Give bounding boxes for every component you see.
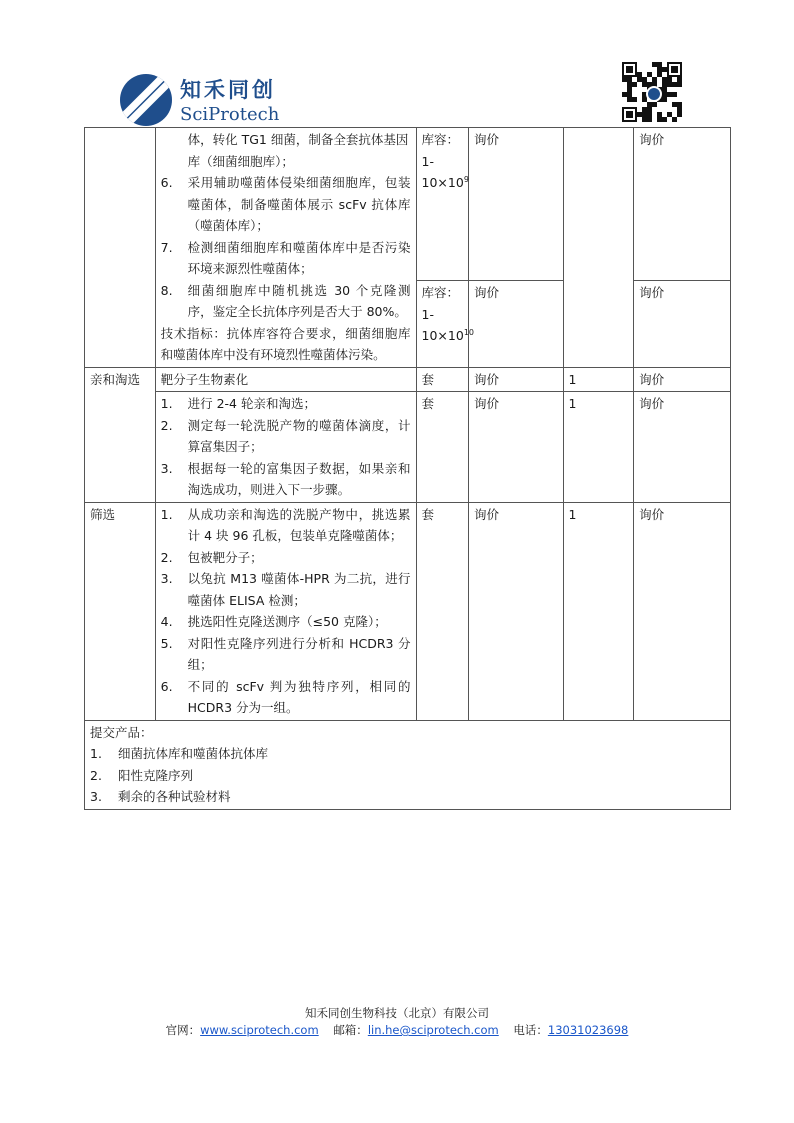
content-cell xyxy=(155,128,416,368)
list-item: 2. 测定每一轮洗脱产物的噬菌体滴度，计算富集因子； xyxy=(160,417,411,454)
table-row xyxy=(85,502,731,720)
list-item: 7. 检测细菌细胞库和噬菌体库中是否污染环境来源烈性噬菌体； xyxy=(160,239,411,276)
price-cell: 询价 xyxy=(468,502,563,720)
list-item: 8. 细菌细胞库中随机挑选 30 个克隆测序，鉴定全长抗体序列是否大于 80%。 xyxy=(160,282,411,319)
email-label: 邮箱： xyxy=(333,1023,368,1037)
unit-cell: 库容：$1-10\times 10^{10}$ xyxy=(416,281,468,368)
total-cell: 询价 xyxy=(634,128,731,281)
price-cell: 询价 xyxy=(468,392,563,503)
company-logo xyxy=(120,70,290,130)
list-item: 6. 采用辅助噬菌体侵染细菌细胞库，包装噬菌体，制备噬菌体展示 scFv 抗体库（噬菌体库）； xyxy=(160,175,411,233)
table-row xyxy=(85,720,731,809)
list-item: 5. 对阳性克隆序列进行分析和 HCDR3 分组； xyxy=(160,635,411,672)
website-label: 官网： xyxy=(165,1023,201,1037)
delivery-list xyxy=(90,743,725,808)
qty-cell: 1 xyxy=(563,367,634,392)
unit-cell: 套 xyxy=(416,392,468,503)
delivery-title: 提交产品： xyxy=(90,724,153,740)
technical-spec: 技术指标：抗体库容符合要求，细菌细胞库和噬菌体库中没有环境烈性噬菌体污染。 xyxy=(160,325,411,362)
list-item: 1. 从成功亲和淘选的洗脱产物中，挑选累计 4 块 96 孔板，包装单克隆噬菌体； xyxy=(160,506,411,543)
table-row xyxy=(85,128,731,281)
continued-step-text: 体，转化 TG1 细菌，制备全套抗体基因库（细菌细胞库）； xyxy=(187,132,409,169)
email-link[interactable]: lin.he@sciprotech.com xyxy=(367,1023,499,1037)
table-row xyxy=(85,392,731,503)
unit-cell: 库容：$1-10\times 10^9$ xyxy=(416,128,468,281)
logo-english-name: SciProtech xyxy=(180,104,280,125)
delivery-cell xyxy=(85,720,731,809)
category-cell: 筛选 xyxy=(85,502,156,720)
logo-chinese-name: 知禾同创 xyxy=(180,78,276,102)
list-item: 1. 细菌抗体库和噬菌体抗体库 xyxy=(90,746,269,761)
content-cell xyxy=(155,392,416,503)
qty-cell xyxy=(563,128,634,368)
list-item: 3. 根据每一轮的富集因子数据，如果亲和淘选成功，则进入下一步骤。 xyxy=(160,460,411,497)
category-cell: 亲和淘选 xyxy=(85,367,156,502)
phone-link[interactable]: 13031023698 xyxy=(547,1023,629,1037)
qty-cell: 1 xyxy=(563,392,634,503)
total-cell: 询价 xyxy=(634,392,731,503)
total-cell: 询价 xyxy=(634,502,731,720)
list-item: 2. 阳性克隆序列 xyxy=(90,767,194,783)
item-cell: 靶分子生物素化 xyxy=(155,367,416,392)
qty-cell: 1 xyxy=(563,502,634,720)
footer-company: 知禾同创生物科技（北京）有限公司 xyxy=(305,1006,489,1020)
price-cell: 询价 xyxy=(468,367,563,392)
list-item: 2. 包被靶分子； xyxy=(160,549,263,565)
logo-emblem-icon xyxy=(120,74,172,126)
unit-cell: 套 xyxy=(416,367,468,392)
unit-cell: 套 xyxy=(416,502,468,720)
list-item: 4. 挑选阳性克隆送测序（≤50 克隆）； xyxy=(160,614,387,629)
list-item: 3. 剩余的各种试验材料 xyxy=(90,789,231,804)
price-cell: 询价 xyxy=(468,128,563,281)
list-item: 3. 以兔抗 M13 噬菌体-HPR 为二抗，进行噬菌体 ELISA 检测； xyxy=(160,571,411,608)
list-item: 1. 进行 2-4 轮亲和淘选； xyxy=(160,396,316,411)
footer-contact xyxy=(0,1022,794,1038)
category-cell xyxy=(85,128,156,368)
step-list xyxy=(161,393,411,501)
step-list xyxy=(161,504,411,719)
service-table xyxy=(84,127,731,810)
qr-code-icon xyxy=(622,62,682,122)
table-row xyxy=(85,367,731,392)
step-list xyxy=(161,172,411,323)
website-link[interactable]: www.sciprotech.com xyxy=(200,1023,319,1037)
phone-label: 电话： xyxy=(513,1023,548,1037)
content-cell xyxy=(155,502,416,720)
list-item: 6. 不同的 scFv 判为独特序列，相同的 HCDR3 分为一组。 xyxy=(160,678,411,715)
price-cell: 询价 xyxy=(468,281,563,368)
total-cell: 询价 xyxy=(634,281,731,368)
total-cell: 询价 xyxy=(634,367,731,392)
